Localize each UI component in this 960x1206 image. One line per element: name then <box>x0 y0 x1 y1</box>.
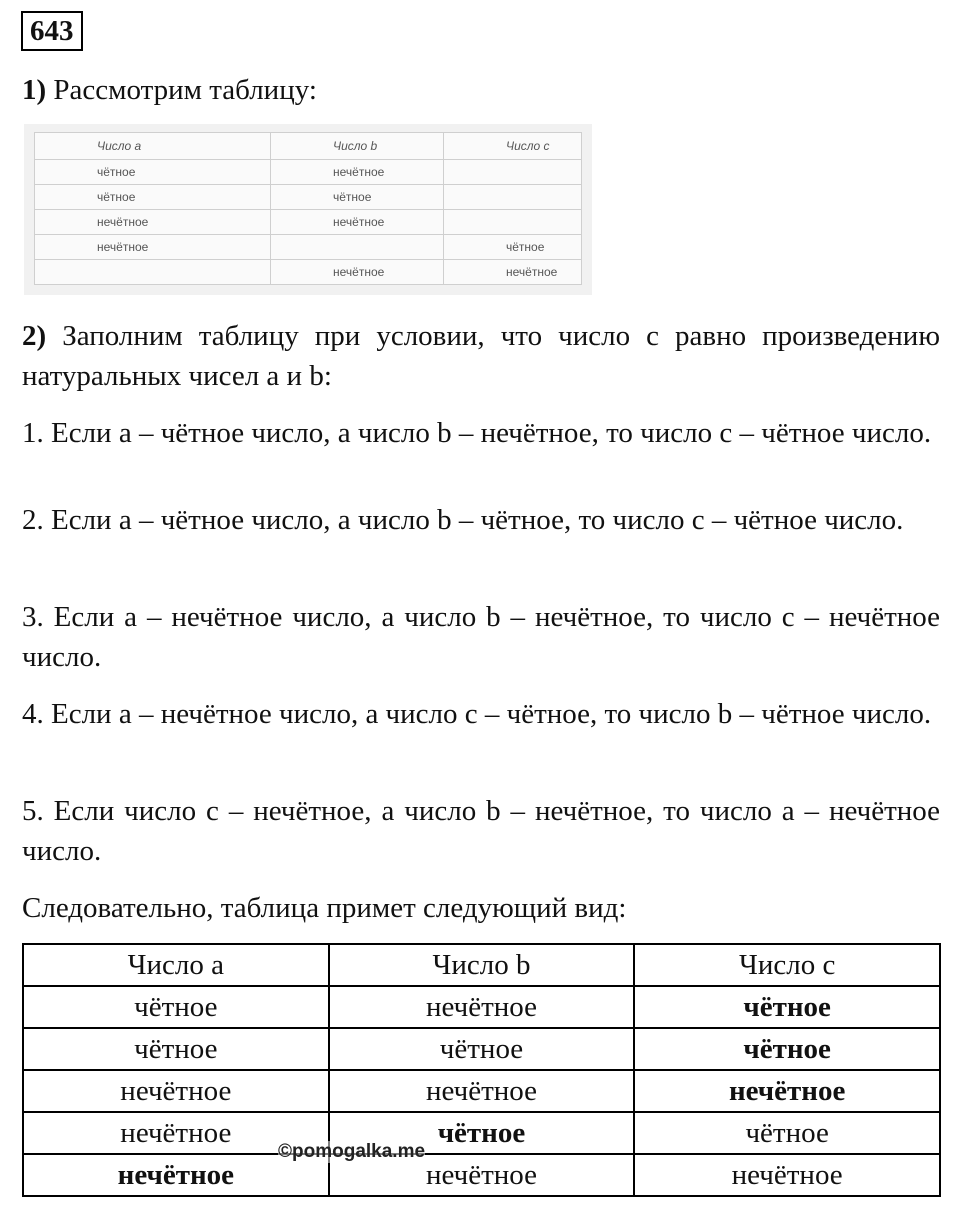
scanned-cell: чётное <box>35 160 271 185</box>
scanned-cell <box>35 260 271 285</box>
table-row <box>23 1028 940 1070</box>
result-cell: нечётное <box>634 1154 940 1196</box>
result-cell-filled: чётное <box>634 1028 940 1070</box>
result-cell: нечётное <box>329 1154 635 1196</box>
scanned-cell: чётное <box>444 235 582 260</box>
result-header-a: Число a <box>23 944 329 986</box>
scanned-header-a: Число a <box>35 133 271 160</box>
result-cell: чётное <box>23 986 329 1028</box>
scanned-cell: нечётное <box>35 210 271 235</box>
scanned-cell: чётное <box>35 185 271 210</box>
scanned-cell: нечётное <box>271 260 444 285</box>
list-item: 5. Если число c – нечётное, а число b – нечётное, то число a – нечётное число. <box>22 795 940 867</box>
conclusion-text: Следовательно, таблица примет следующий вид: <box>22 892 627 924</box>
result-header-b: Число b <box>329 944 635 986</box>
table-row <box>23 1154 940 1196</box>
list-item: 2. Если a – чётное число, а число b – чётное, то число c – чётное число. <box>22 504 904 536</box>
result-cell: чётное <box>634 1112 940 1154</box>
scanned-cell: чётное <box>271 185 444 210</box>
part2-text: Заполним таблицу при условии, что число c равно произведению натуральных чисел a и b: <box>22 320 940 392</box>
table-row <box>35 210 582 235</box>
result-cell: нечётное <box>23 1070 329 1112</box>
scanned-cell: нечётное <box>271 160 444 185</box>
result-cell: нечётное <box>329 986 635 1028</box>
list-item: 4. Если a – нечётное число, а число c – чётное, то число b – чётное число. <box>22 698 932 730</box>
scanned-cell <box>444 160 582 185</box>
scanned-table-image <box>24 124 592 295</box>
scanned-cell <box>444 185 582 210</box>
list-item: 3. Если a – нечётное число, а число b – нечётное, то число c – нечётное число. <box>22 601 940 673</box>
table-row <box>23 1070 940 1112</box>
part1-label: 1) <box>22 74 47 106</box>
table-row <box>35 235 582 260</box>
result-header-c: Число c <box>634 944 940 986</box>
result-cell-filled: нечётное <box>634 1070 940 1112</box>
result-cell: нечётное <box>329 1070 635 1112</box>
scanned-cell: нечётное <box>35 235 271 260</box>
result-table <box>22 943 941 1197</box>
table-row <box>35 160 582 185</box>
result-cell-filled: чётное <box>329 1112 635 1154</box>
table-row <box>35 185 582 210</box>
scanned-cell: нечётное <box>271 210 444 235</box>
scanned-table <box>34 132 582 285</box>
problem-number: 643 <box>21 11 83 51</box>
result-cell: чётное <box>23 1028 329 1070</box>
scanned-table-header-row <box>35 133 582 160</box>
part1-text: Рассмотрим таблицу: <box>46 74 317 106</box>
scanned-cell <box>271 235 444 260</box>
table-row <box>35 260 582 285</box>
scanned-header-c: Число c <box>444 133 582 160</box>
result-cell: нечётное <box>23 1112 329 1154</box>
table-row <box>23 1112 940 1154</box>
list-item: 1. Если a – чётное число, а число b – нечётное, то число c – чётное число. <box>22 417 932 449</box>
part1-paragraph <box>22 70 940 110</box>
result-header-row <box>23 944 940 986</box>
part2-label: 2) <box>22 320 47 352</box>
table-row <box>23 986 940 1028</box>
result-cell-filled: нечётное <box>23 1154 329 1196</box>
result-cell-filled: чётное <box>634 986 940 1028</box>
scanned-cell <box>444 210 582 235</box>
scanned-cell: нечётное <box>444 260 582 285</box>
result-cell: чётное <box>329 1028 635 1070</box>
watermark: ©pomogalka.me <box>278 1141 426 1162</box>
scanned-header-b: Число b <box>271 133 444 160</box>
part2-paragraph <box>22 316 940 396</box>
